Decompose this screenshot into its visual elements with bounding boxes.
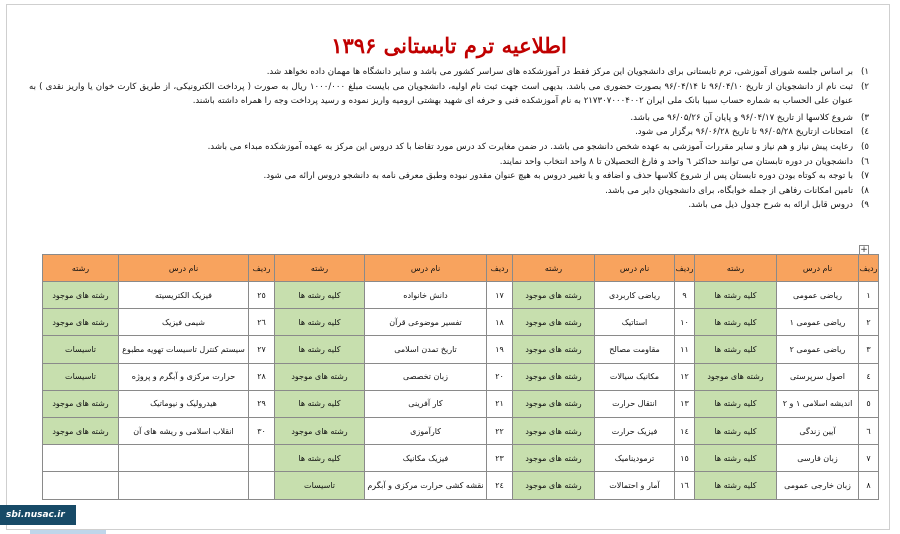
- cell-course-name: کار آفرینی: [365, 390, 487, 417]
- cell-field: رشته های موجود: [513, 336, 595, 363]
- table-row: [43, 309, 879, 336]
- cell-course-name: آمار و احتمالات: [595, 472, 675, 499]
- cell-course-name: ترمودینامیک: [595, 445, 675, 472]
- table-row: [43, 336, 879, 363]
- cell-field: رشته های موجود: [513, 309, 595, 336]
- cell-row-number: ۲٤: [487, 472, 513, 499]
- item-text: دروس قابل ارائه به شرح جدول ذیل می باشد.: [688, 200, 853, 211]
- cell-field: کلیه رشته ها: [275, 336, 365, 363]
- cell-field: رشته های موجود: [513, 472, 595, 499]
- item-number: ٦): [861, 156, 869, 167]
- page-title: اطلاعیه ترم تابستانی ۱۳۹۶: [331, 33, 567, 58]
- item-text: رعایت پیش نیاز و هم نیاز و سایر مقررات آموزشی به عهده شخص دانشجو می باشد. در ضمن مغایرت کد درس مورد تقاضا با کد دروس این مرکز به عهده آموزشکده مبداء می باشد.: [207, 141, 853, 152]
- cell-row-number: ۱۰: [675, 309, 695, 336]
- cell-row-number: ۸: [859, 472, 879, 499]
- cell-row-number: [249, 472, 275, 499]
- announcement-item: [29, 80, 869, 109]
- cell-course-name: دانش خانواده: [365, 282, 487, 309]
- cell-field: کلیه رشته ها: [275, 390, 365, 417]
- header-row-number: ردیف: [249, 255, 275, 282]
- item-text: تامین امکانات رفاهی از جمله خوابگاه، برای دانشجویان دایر می باشد.: [605, 185, 853, 196]
- cell-course-name: کارآموزی: [365, 417, 487, 444]
- cell-row-number: ۱۷: [487, 282, 513, 309]
- table-row: [43, 363, 879, 390]
- cell-course-name: نقشه کشی حرارت مرکزی و آبگرم: [365, 472, 487, 499]
- header-course-name: نام درس: [365, 255, 487, 282]
- cell-row-number: ۱۲: [675, 363, 695, 390]
- item-number: ۱): [861, 67, 869, 77]
- cell-course-name: ریاضی کاربردی: [595, 282, 675, 309]
- bottom-bar: [30, 530, 106, 534]
- cell-row-number: [249, 445, 275, 472]
- cell-field: کلیه رشته ها: [695, 336, 777, 363]
- cell-course-name: زبان تخصصی: [365, 363, 487, 390]
- cell-field: کلیه رشته ها: [275, 282, 365, 309]
- notes-list: [29, 65, 869, 213]
- announcement-item: [29, 198, 869, 213]
- cell-course-name: هیدرولیک و نیوماتیک: [119, 390, 249, 417]
- header-field: رشته: [275, 255, 365, 282]
- cell-course-name: [119, 472, 249, 499]
- cell-row-number: ۲۸: [249, 363, 275, 390]
- cell-course-name: تاریخ تمدن اسلامی: [365, 336, 487, 363]
- cell-field: کلیه رشته ها: [275, 309, 365, 336]
- cell-field: رشته های موجود: [513, 390, 595, 417]
- announcement-item: [29, 155, 869, 170]
- cell-row-number: ۱٤: [675, 417, 695, 444]
- announcement-item: [29, 125, 869, 140]
- table-header-row: [43, 255, 879, 282]
- cell-field: رشته های موجود: [43, 282, 119, 309]
- table-row: [43, 472, 879, 499]
- courses-table: [42, 254, 879, 500]
- cell-row-number: ۳: [859, 336, 879, 363]
- cell-course-name: شیمی فیزیک: [119, 309, 249, 336]
- announcement-item: [29, 184, 869, 199]
- item-number: ۸): [861, 185, 869, 196]
- cell-course-name: فیزیک مکانیک: [365, 445, 487, 472]
- cell-row-number: ۲۳: [487, 445, 513, 472]
- cell-course-name: سیستم کنترل تاسیسات تهویه مطبوع: [119, 336, 249, 363]
- cell-course-name: ریاضی عمومی: [777, 282, 859, 309]
- announcement-item: [29, 65, 869, 80]
- cell-field: [43, 472, 119, 499]
- cell-field: کلیه رشته ها: [695, 390, 777, 417]
- cell-row-number: ۱٥: [675, 445, 695, 472]
- cell-field: رشته های موجود: [43, 309, 119, 336]
- cell-field: رشته های موجود: [43, 417, 119, 444]
- cell-course-name: زبان خارجی عمومی: [777, 472, 859, 499]
- cell-field: رشته های موجود: [43, 390, 119, 417]
- cell-field: رشته های موجود: [695, 363, 777, 390]
- item-number: ٤): [861, 127, 869, 138]
- cell-course-name: تفسیر موضوعی قرآن: [365, 309, 487, 336]
- cell-field: رشته های موجود: [513, 445, 595, 472]
- item-text: دانشجویان در دوره تابستان می توانند حداکثر ٦ واحد و فارغ التحصیلان تا ٨ واحد انتخاب واحد نمایند.: [499, 156, 853, 167]
- table-row: [43, 417, 879, 444]
- cell-row-number: ۱: [859, 282, 879, 309]
- header-field: رشته: [695, 255, 777, 282]
- cell-row-number: ۲۰: [487, 363, 513, 390]
- cell-row-number: ۱۱: [675, 336, 695, 363]
- cell-course-name: آیین زندگی: [777, 417, 859, 444]
- cell-course-name: اندیشه اسلامی ۱ و ۲: [777, 390, 859, 417]
- cell-course-name: انتقال حرارت: [595, 390, 675, 417]
- cell-field: رشته های موجود: [275, 363, 365, 390]
- cell-course-name: حرارت مرکزی و آبگرم و پروژه: [119, 363, 249, 390]
- cell-row-number: ۲: [859, 309, 879, 336]
- cell-field: کلیه رشته ها: [695, 445, 777, 472]
- cell-row-number: ٦: [859, 417, 879, 444]
- cell-row-number: ۱۳: [675, 390, 695, 417]
- cell-field: تاسیسات: [43, 336, 119, 363]
- cell-row-number: ۹: [675, 282, 695, 309]
- cell-field: رشته های موجود: [275, 417, 365, 444]
- table-row: [43, 282, 879, 309]
- cell-course-name: انقلاب اسلامی و ریشه های آن: [119, 417, 249, 444]
- cell-field: تاسیسات: [275, 472, 365, 499]
- header-field: رشته: [43, 255, 119, 282]
- cell-course-name: مکانیک سیالات: [595, 363, 675, 390]
- cell-course-name: [119, 445, 249, 472]
- move-handle-icon[interactable]: +: [860, 245, 868, 255]
- header-field: رشته: [513, 255, 595, 282]
- site-watermark: sbi.nusac.ir: [0, 505, 76, 525]
- cell-row-number: ۲٦: [249, 309, 275, 336]
- cell-row-number: ۷: [859, 445, 879, 472]
- item-number: ۹): [861, 200, 869, 211]
- cell-field: رشته های موجود: [513, 417, 595, 444]
- cell-field: کلیه رشته ها: [275, 445, 365, 472]
- item-number: ٥): [861, 141, 869, 152]
- cell-row-number: ۱٦: [675, 472, 695, 499]
- item-text: ثبت نام از دانشجویان از تاریخ ۹۶/۰۴/۱۰ تا ۹۶/۰۴/۱۴ بصورت حضوری می باشد. بدیهی است جهت ثبت نام اولیه، دانشجویان می بایست مبلغ ۱۰۰۰/۰۰۰ ریال به صورت ( پرداخت الکترونیکی، از طریق کارت خوان یا واریز نقدی ) به عنوان علی الحساب به شماره حساب سیبا بانک ملی ایران ۲۱۷۳۰۷۰۰۰۴۰۰۲ به نام آموزشکده فنی و حرفه ای شهید بهشتی ارومیه واریز نموده و رسید پرداخت وجه را همراه داشته باشند.: [29, 81, 854, 107]
- cell-row-number: ۳۰: [249, 417, 275, 444]
- cell-course-name: اصول سرپرستی: [777, 363, 859, 390]
- cell-row-number: ۲۲: [487, 417, 513, 444]
- header-course-name: نام درس: [595, 255, 675, 282]
- table-row: [43, 390, 879, 417]
- cell-course-name: فیزیک الکتریسیته: [119, 282, 249, 309]
- table-row: [43, 445, 879, 472]
- cell-field: کلیه رشته ها: [695, 417, 777, 444]
- cell-row-number: ۱۹: [487, 336, 513, 363]
- cell-field: کلیه رشته ها: [695, 282, 777, 309]
- header-course-name: نام درس: [777, 255, 859, 282]
- cell-field: رشته های موجود: [513, 282, 595, 309]
- cell-row-number: ۲۹: [249, 390, 275, 417]
- item-text: شروع کلاسها از تاریخ ۹۶/۰۴/۱۷ و پایان آن ۹۶/۰۵/۲۶ می باشد.: [630, 112, 853, 123]
- cell-row-number: ٤: [859, 363, 879, 390]
- cell-course-name: استاتیک: [595, 309, 675, 336]
- item-text: با توجه به کوتاه بودن دوره تابستان پس از شروع کلاسها حذف و اضافه و یا تغییر دروس به هیچ عنوان مقدور نبوده وطبق معرفی نامه به دانشجو دروس ارائه می شود.: [263, 171, 853, 182]
- cell-course-name: زبان فارسی: [777, 445, 859, 472]
- item-text: بر اساس جلسه شورای آموزشی، ترم تابستانی برای دانشجویان این مرکز فقط در آموزشکده های سراسر کشور می باشد و سایر دانشگاه ها مهمان داده نخواهد شد.: [266, 67, 853, 77]
- cell-field: کلیه رشته ها: [695, 309, 777, 336]
- announcement-item: [29, 169, 869, 184]
- item-number: ۲): [861, 81, 869, 92]
- cell-course-name: فیزیک حرارت: [595, 417, 675, 444]
- announcement-item: [29, 111, 869, 126]
- item-text: امتحانات ازتاریخ ۹۶/۰۵/۲۸ تا تاریخ ۹۶/۰۶/۲۸ برگزار می شود.: [635, 127, 853, 138]
- announcement-item: [29, 140, 869, 155]
- item-number: ٧): [861, 171, 869, 182]
- header-row-number: ردیف: [487, 255, 513, 282]
- header-row-number: ردیف: [859, 255, 879, 282]
- cell-field: تاسیسات: [43, 363, 119, 390]
- cell-course-name: ریاضی عمومی ۱: [777, 309, 859, 336]
- cell-row-number: ۱۸: [487, 309, 513, 336]
- cell-course-name: مقاومت مصالح: [595, 336, 675, 363]
- cell-field: [43, 445, 119, 472]
- header-row-number: ردیف: [675, 255, 695, 282]
- cell-field: رشته های موجود: [513, 363, 595, 390]
- cell-row-number: ۲۷: [249, 336, 275, 363]
- cell-row-number: ٥: [859, 390, 879, 417]
- cell-course-name: ریاضی عمومی ۲: [777, 336, 859, 363]
- cell-row-number: ۲٥: [249, 282, 275, 309]
- header-course-name: نام درس: [119, 255, 249, 282]
- cell-field: کلیه رشته ها: [695, 472, 777, 499]
- cell-row-number: ۲۱: [487, 390, 513, 417]
- item-number: ۳): [861, 112, 869, 123]
